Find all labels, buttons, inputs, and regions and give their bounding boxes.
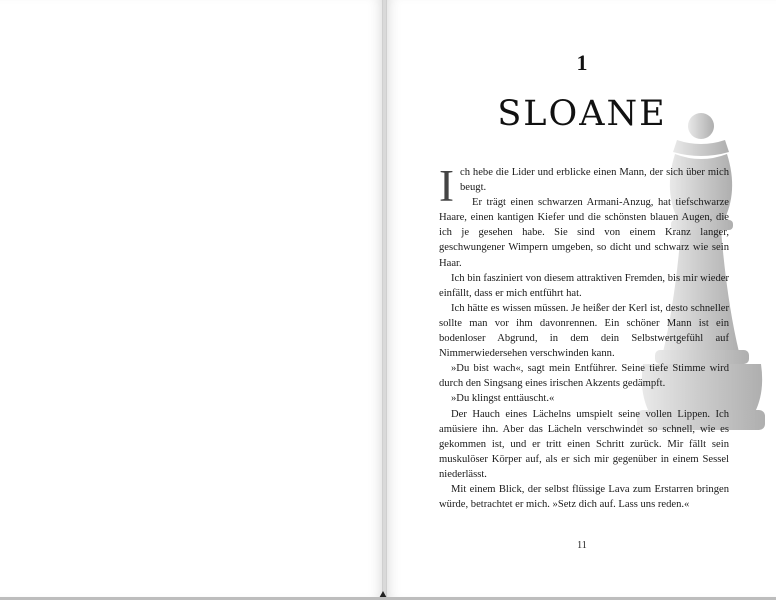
- paragraph: Er trägt einen schwarzen Armani-Anzug, hat tiefschwarze Haare, einen kantigen Kiefer und die schönsten blauen Augen, die ich je gesehen habe. Sie sind von einem Kranz langer, geschwungener Wimpern umgeben, so dicht und schwarz wie sein Haar.: [439, 197, 729, 269]
- paragraph: Mit einem Blick, der selbst flüssige Lava zum Erstarren bringen würde, betrachtet er mich. »Setz dich auf. Lass uns reden.«: [439, 483, 729, 511]
- drop-cap: I: [439, 161, 454, 211]
- left-page-blank: [0, 0, 383, 597]
- paragraph: Ich bin fasziniert von diesem attraktiven Fremden, bis mir wieder einfällt, dass er mich entführt hat.: [439, 272, 729, 299]
- chapter-text: [439, 161, 729, 512]
- paragraph: Der Hauch eines Lächelns umspielt seine vollen Lippen. Ich amüsiere ihn. Aber das Lächeln verschwindet so schnell, wie es gekommen ist, und er tritt einen Schritt zurück. Mir fällt sein muskulöser Körper auf, als er sich mir gegenüber in einem Sessel niederlässt.: [439, 408, 729, 480]
- right-page: [386, 0, 776, 597]
- paragraph: Ich hebe die Lider und erblicke einen Mann, der sich über mich beugt.: [439, 161, 729, 211]
- page-number: 11: [577, 540, 587, 551]
- paragraph: »Du bist wach«, sagt mein Entführer. Seine tiefe Stimme wird durch den Singsang eines irischen Akzents gedämpft.: [439, 363, 729, 390]
- paragraph: »Du klingst enttäuscht.«: [451, 393, 555, 405]
- chapter-number: 1: [576, 50, 588, 75]
- chapter-title: SLOANE: [497, 94, 667, 134]
- paragraph: Ich hätte es wissen müssen. Je heißer der Kerl ist, desto schneller sollte man vor ihm davonrennen. Ein schöner Mann ist ein bodenloser Abgrund, in dem dein Selbstwertgefühl auf Nimmerwiedersehen verschwinden kann.: [439, 302, 729, 360]
